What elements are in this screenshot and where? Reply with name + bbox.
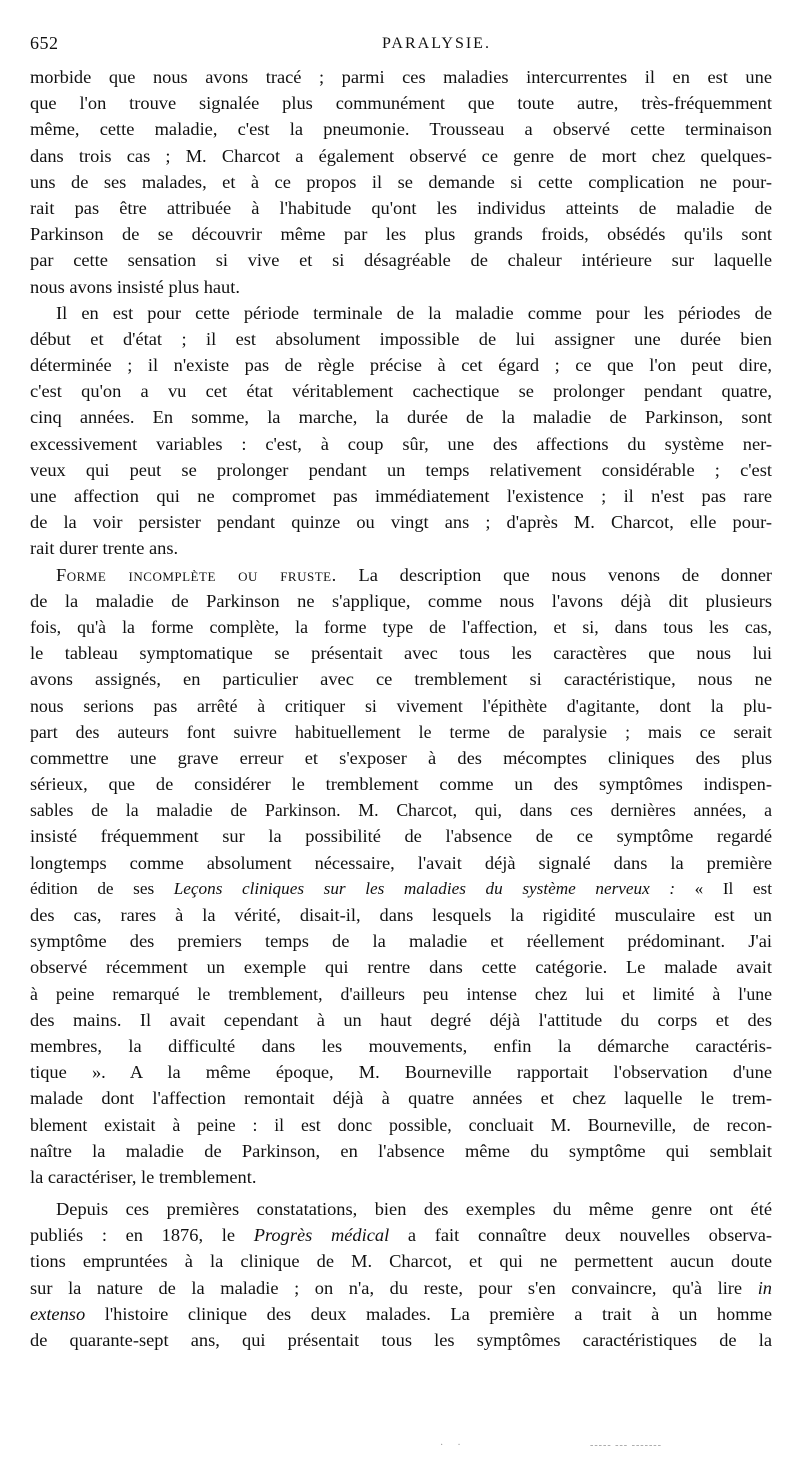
text-line <box>30 876 772 902</box>
text-run: sur la nature de la maladie ; on n'a, du reste, pour s'en convaincre, qu'à lire <box>30 1277 758 1298</box>
book-title: Leçons cliniques sur les maladies du système nerveux : <box>173 878 676 898</box>
text-run: « Il est <box>675 878 772 898</box>
text-line <box>30 1275 772 1301</box>
text-line: la caractériser, le tremblement. <box>30 1166 257 1187</box>
text-run: publiés : en 1876, le <box>30 1225 254 1246</box>
text-line: Depuis ces premières constatations, bien des exemples du même genre ont été <box>56 1199 772 1220</box>
text-run: l'histoire clinique des deux malades. La première a trait à un homme <box>85 1303 772 1324</box>
text-line: déterminée ; il n'existe pas de règle précise à cet égard ; ce que l'on peut dire, <box>30 355 772 376</box>
text-line: même, cette maladie, c'est la pneumonie. Trousseau a observé cette terminaison <box>30 119 772 140</box>
text-line: excessivement variables : c'est, à coup sûr, une des affections du système ner- <box>30 433 772 454</box>
text-line: symptôme des premiers temps de la maladie et réellement prédominant. J'ai <box>30 931 772 952</box>
text-line: tions empruntées à la clinique de M. Charcot, et qui ne permettent aucun doute <box>30 1251 772 1272</box>
text-line: sables de la maladie de Parkinson. M. Charcot, qui, dans ces dernières années, a <box>30 800 772 821</box>
text-line: une affection qui ne compromet pas immédiatement l'existence ; il n'est pas rare <box>30 486 772 506</box>
page-number: 652 <box>30 33 59 53</box>
journal-title: Progrès médical <box>253 1225 390 1246</box>
text-line: à peine remarqué le tremblement, d'ailleurs peu intense chez lui et limité à l'une <box>30 983 772 1004</box>
text-line: par cette sensation si vive et si désagréable de chaleur intérieure sur laquelle <box>30 250 772 271</box>
paragraph-4 <box>30 1196 772 1353</box>
text-line: morbide que nous avons tracé ; parmi ces maladies intercurrentes il en est une <box>30 67 772 87</box>
text-line: fois, qu'à la forme complète, la forme type de l'affection, et si, dans tous les cas, <box>30 616 772 637</box>
scan-artifact: ‐‐‐‐‐ ‐‐‐ ‐‐‐‐‐‐‐ <box>590 1440 662 1451</box>
text-line: début et d'état ; il est absolument impossible de lui assigner une durée bien <box>30 328 772 349</box>
text-line: malade dont l'affection remontait déjà à quatre années et chez laquelle le trem- <box>30 1088 772 1109</box>
text-line: cinq années. En somme, la marche, la durée de la maladie de Parkinson, sont <box>30 407 772 428</box>
paragraph-1 <box>30 64 772 300</box>
text-line: observé récemment un exemple qui rentre dans cette catégorie. Le malade avait <box>30 957 772 978</box>
text-line: dans trois cas ; M. Charcot a également observé ce genre de mort chez quelques- <box>30 145 772 166</box>
running-title: PARALYSIE. <box>382 35 491 52</box>
text-line: commettre une grave erreur et s'exposer à des mécomptes cliniques des plus <box>30 747 772 768</box>
text-line: rait pas être attribuée à l'habitude qu'ont les individus atteints de maladie de <box>30 197 772 218</box>
text-line: nous serions pas arrêté à critiquer si vivement l'épithète d'agitante, dont la plu- <box>30 695 772 716</box>
text-line: Il en est pour cette période terminale de la maladie comme pour les périodes de <box>56 302 772 323</box>
text-line: de la voir persister pendant quinze ou vingt ans ; d'après M. Charcot, elle pour- <box>30 512 772 533</box>
text-line: Parkinson de se découvrir même par les plus grands froids, obsédés qu'ils sont <box>30 224 772 245</box>
text-line: longtemps comme absolument nécessaire, l'avait déjà signalé dans la première <box>30 852 772 873</box>
text-run: La description que nous venons de donner <box>336 564 772 585</box>
text-line: sérieux, que de considérer le tremblement comme un des symptômes indispen- <box>30 774 772 795</box>
text-run: a fait connaître deux nouvelles observa- <box>389 1225 772 1246</box>
text-line: part des auteurs font suivre habituellement le terme de paralysie ; mais ce serait <box>30 721 772 742</box>
scan-artifact: · · <box>440 1440 464 1451</box>
text-line <box>30 1222 772 1248</box>
text-line: c'est qu'on a vu cet état véritablement cachectique se prolonger pendant quatre, <box>30 381 772 402</box>
text-line <box>30 1301 772 1327</box>
text-line: membres, la difficulté dans les mouvements, enfin la démarche caractéris- <box>30 1035 772 1056</box>
text-line: naître la maladie de Parkinson, en l'absence même du symptôme qui semblait <box>30 1140 772 1161</box>
italic-term: extenso <box>30 1303 86 1324</box>
paragraph-3 <box>30 562 772 1191</box>
text-line: nous avons insisté plus haut. <box>30 276 240 297</box>
text-line: tique ». A la même époque, M. Bourneville rapportait l'observation d'une <box>30 1062 772 1083</box>
text-line: rait durer trente ans. <box>30 538 179 559</box>
italic-term: in <box>757 1277 772 1298</box>
text-line: des mains. Il avait cependant à un haut degré déjà l'attitude du corps et des <box>30 1009 772 1030</box>
text-line: uns de ses malades, et à ce propos il se demande si cette complication ne pour- <box>30 171 772 192</box>
text-line: avons assignés, en particulier avec ce tremblement si caractéristique, nous ne <box>30 669 772 690</box>
text-line <box>30 562 772 588</box>
body-text <box>30 64 772 1353</box>
text-line: que l'on trouve signalée plus communément que toute autre, très-fréquemment <box>30 93 772 114</box>
text-line: de quarante-sept ans, qui présentait tous les symptômes caractéristiques de la <box>30 1330 772 1350</box>
section-heading: Forme incomplète ou fruste. <box>56 564 337 585</box>
text-line: veux qui peut se prolonger pendant un temps relativement considérable ; c'est <box>30 459 772 480</box>
text-line: insisté fréquemment sur la possibilité de l'absence de ce symptôme regardé <box>30 826 772 847</box>
text-line: blement existait à peine : il est donc possible, concluait M. Bourneville, de recon- <box>30 1114 772 1135</box>
text-line: de la maladie de Parkinson ne s'applique, comme nous l'avons déjà dit plusieurs <box>30 590 772 611</box>
page-header <box>30 33 770 59</box>
text-run: édition de ses <box>30 878 174 898</box>
text-line: le tableau symptomatique se présentait avec tous les caractères que nous lui <box>30 643 772 664</box>
paragraph-2 <box>30 300 772 562</box>
text-line: des cas, rares à la vérité, disait-il, dans lesquels la rigidité musculaire est un <box>30 905 772 925</box>
